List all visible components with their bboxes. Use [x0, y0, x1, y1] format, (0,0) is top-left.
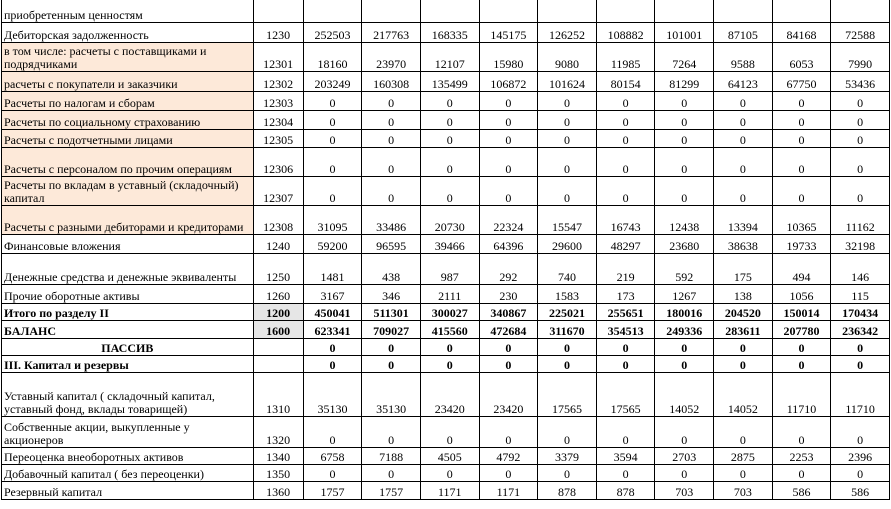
- value-cell: 80154: [596, 71, 655, 91]
- value-cell: 703: [714, 481, 773, 499]
- value-cell: 0: [538, 147, 597, 176]
- value-cell: 203249: [303, 71, 362, 91]
- value-cell: 20730: [420, 205, 479, 234]
- value-cell: 0: [538, 338, 597, 355]
- value-cell: 0: [362, 416, 421, 447]
- row-code-cell: [253, 355, 303, 372]
- value-cell: 175: [714, 253, 773, 284]
- value-cell: 64396: [479, 234, 538, 253]
- row-name-cell: Прочие оборотные активы: [2, 284, 254, 303]
- value-cell: 23970: [362, 42, 421, 71]
- value-cell: 0: [772, 110, 831, 129]
- value-cell: 72588: [831, 22, 890, 42]
- row-name-cell: Расчеты по вкладам в уставный (складочный) капитал: [2, 176, 254, 205]
- value-cell: 0: [831, 91, 890, 110]
- row-code-cell: 1310: [253, 372, 303, 416]
- value-cell: 0: [303, 110, 362, 129]
- value-cell: 23680: [655, 234, 714, 253]
- value-cell: 23420: [420, 372, 479, 416]
- value-cell: 586: [831, 481, 890, 499]
- value-cell: 709027: [362, 320, 421, 338]
- value-cell: 0: [479, 91, 538, 110]
- value-cell: 11710: [772, 372, 831, 416]
- row-code-cell: 1250: [253, 253, 303, 284]
- value-cell: 0: [655, 338, 714, 355]
- value-cell: 255651: [596, 303, 655, 320]
- table-row: [2, 42, 890, 71]
- value-cell: 0: [303, 416, 362, 447]
- value-cell: 2253: [772, 447, 831, 464]
- value-cell: 346: [362, 284, 421, 303]
- table-row: [2, 129, 890, 147]
- value-cell: 586: [772, 481, 831, 499]
- value-cell: 6053: [772, 42, 831, 71]
- value-cell: 415560: [420, 320, 479, 338]
- value-cell: 146: [831, 253, 890, 284]
- value-cell: 204520: [714, 303, 773, 320]
- table-row: [2, 147, 890, 176]
- value-cell: 0: [655, 91, 714, 110]
- value-cell: 29600: [538, 234, 597, 253]
- value-cell: [772, 0, 831, 22]
- value-cell: 0: [831, 176, 890, 205]
- value-cell: 0: [772, 147, 831, 176]
- table-row: [2, 481, 890, 499]
- row-name-cell: Добавочный капитал ( без переоценки): [2, 464, 254, 481]
- row-name-cell: Финансовые вложения: [2, 234, 254, 253]
- value-cell: 12438: [655, 205, 714, 234]
- table-row: [2, 355, 890, 372]
- value-cell: 0: [655, 355, 714, 372]
- value-cell: 115: [831, 284, 890, 303]
- value-cell: 0: [479, 416, 538, 447]
- value-cell: 13394: [714, 205, 773, 234]
- value-cell: 173: [596, 284, 655, 303]
- value-cell: 0: [714, 129, 773, 147]
- row-code-cell: 12304: [253, 110, 303, 129]
- value-cell: [420, 0, 479, 22]
- value-cell: 1171: [420, 481, 479, 499]
- value-cell: 0: [596, 129, 655, 147]
- value-cell: 0: [303, 176, 362, 205]
- value-cell: 0: [420, 129, 479, 147]
- table-row: [2, 338, 890, 355]
- table-row: [2, 205, 890, 234]
- row-code-cell: 12301: [253, 42, 303, 71]
- value-cell: 292: [479, 253, 538, 284]
- value-cell: 0: [420, 416, 479, 447]
- value-cell: 1056: [772, 284, 831, 303]
- value-cell: 19733: [772, 234, 831, 253]
- value-cell: 0: [538, 91, 597, 110]
- value-cell: 32198: [831, 234, 890, 253]
- value-cell: 0: [479, 176, 538, 205]
- value-cell: 84168: [772, 22, 831, 42]
- table-row: [2, 303, 890, 320]
- value-cell: 11162: [831, 205, 890, 234]
- value-cell: 0: [303, 129, 362, 147]
- value-cell: 0: [420, 355, 479, 372]
- value-cell: [538, 0, 597, 22]
- value-cell: 101001: [655, 22, 714, 42]
- value-cell: 0: [420, 110, 479, 129]
- value-cell: [362, 0, 421, 22]
- value-cell: 623341: [303, 320, 362, 338]
- row-code-cell: [253, 338, 303, 355]
- value-cell: 18160: [303, 42, 362, 71]
- value-cell: 10365: [772, 205, 831, 234]
- value-cell: 0: [538, 355, 597, 372]
- row-name-cell: Переоценка внеоборотных активов: [2, 447, 254, 464]
- value-cell: 0: [538, 176, 597, 205]
- value-cell: 592: [655, 253, 714, 284]
- value-cell: 0: [831, 355, 890, 372]
- value-cell: 0: [596, 91, 655, 110]
- value-cell: 0: [362, 338, 421, 355]
- value-cell: 0: [479, 129, 538, 147]
- value-cell: 0: [714, 176, 773, 205]
- value-cell: 48297: [596, 234, 655, 253]
- row-code-cell: 1600: [253, 320, 303, 338]
- value-cell: 0: [303, 464, 362, 481]
- row-name-cell: Дебиторская задолженность: [2, 22, 254, 42]
- value-cell: 0: [714, 416, 773, 447]
- row-name-cell: Уставный капитал ( складочный капитал, уставный фонд, вклады товарищей): [2, 372, 254, 416]
- value-cell: 11985: [596, 42, 655, 71]
- table-row: [2, 372, 890, 416]
- value-cell: 2111: [420, 284, 479, 303]
- value-cell: 2875: [714, 447, 773, 464]
- value-cell: 0: [362, 91, 421, 110]
- value-cell: 0: [655, 176, 714, 205]
- value-cell: 878: [538, 481, 597, 499]
- value-cell: 0: [420, 338, 479, 355]
- row-code-cell: 1260: [253, 284, 303, 303]
- row-name-cell: Расчеты по социальному страхованию: [2, 110, 254, 129]
- value-cell: 9588: [714, 42, 773, 71]
- row-name-cell: III. Капитал и резервы: [2, 355, 254, 372]
- value-cell: 0: [831, 416, 890, 447]
- table-row: [2, 447, 890, 464]
- value-cell: 217763: [362, 22, 421, 42]
- value-cell: 7188: [362, 447, 421, 464]
- value-cell: 59200: [303, 234, 362, 253]
- value-cell: 703: [655, 481, 714, 499]
- row-code-cell: 1240: [253, 234, 303, 253]
- value-cell: 0: [772, 464, 831, 481]
- value-cell: 0: [714, 464, 773, 481]
- value-cell: 0: [479, 355, 538, 372]
- value-cell: 354513: [596, 320, 655, 338]
- value-cell: 0: [362, 355, 421, 372]
- row-code-cell: 12303: [253, 91, 303, 110]
- value-cell: 14052: [655, 372, 714, 416]
- row-name-cell: расчеты с покупатели и заказчики: [2, 71, 254, 91]
- value-cell: 1481: [303, 253, 362, 284]
- row-name-cell: Расчеты с подотчетными лицами: [2, 129, 254, 147]
- value-cell: 340867: [479, 303, 538, 320]
- value-cell: 0: [831, 147, 890, 176]
- value-cell: 1267: [655, 284, 714, 303]
- row-code-cell: 12305: [253, 129, 303, 147]
- value-cell: 0: [538, 110, 597, 129]
- balance-sheet-table: [1, 0, 890, 500]
- value-cell: 0: [772, 129, 831, 147]
- value-cell: 0: [655, 129, 714, 147]
- value-cell: 17565: [538, 372, 597, 416]
- value-cell: 3594: [596, 447, 655, 464]
- value-cell: 0: [655, 147, 714, 176]
- row-code-cell: 1320: [253, 416, 303, 447]
- value-cell: 31095: [303, 205, 362, 234]
- value-cell: 0: [772, 338, 831, 355]
- value-cell: 0: [714, 147, 773, 176]
- table-row: [2, 22, 890, 42]
- row-name-cell: приобретенным ценностям: [2, 0, 254, 22]
- value-cell: 249336: [655, 320, 714, 338]
- value-cell: 160308: [362, 71, 421, 91]
- value-cell: 1757: [362, 481, 421, 499]
- value-cell: 0: [303, 147, 362, 176]
- value-cell: 53436: [831, 71, 890, 91]
- table-row: [2, 416, 890, 447]
- value-cell: 108882: [596, 22, 655, 42]
- row-code-cell: 12308: [253, 205, 303, 234]
- value-cell: 878: [596, 481, 655, 499]
- value-cell: 0: [362, 147, 421, 176]
- value-cell: 0: [479, 110, 538, 129]
- table-row: [2, 0, 890, 22]
- table-row: [2, 110, 890, 129]
- value-cell: 96595: [362, 234, 421, 253]
- value-cell: [714, 0, 773, 22]
- value-cell: 236342: [831, 320, 890, 338]
- balance-sheet-body: [2, 0, 890, 499]
- value-cell: 0: [303, 91, 362, 110]
- value-cell: 0: [596, 464, 655, 481]
- table-row: [2, 253, 890, 284]
- value-cell: 0: [714, 91, 773, 110]
- value-cell: 0: [772, 355, 831, 372]
- value-cell: 0: [303, 338, 362, 355]
- value-cell: 15547: [538, 205, 597, 234]
- row-code-cell: [253, 0, 303, 22]
- value-cell: 135499: [420, 71, 479, 91]
- row-name-cell: БАЛАНС: [2, 320, 254, 338]
- value-cell: 0: [362, 176, 421, 205]
- row-name-cell: Собственные акции, выкупленные у акционеров: [2, 416, 254, 447]
- value-cell: 0: [362, 464, 421, 481]
- value-cell: 511301: [362, 303, 421, 320]
- value-cell: 33486: [362, 205, 421, 234]
- value-cell: 23420: [479, 372, 538, 416]
- table-row: [2, 176, 890, 205]
- value-cell: 0: [714, 355, 773, 372]
- value-cell: 168335: [420, 22, 479, 42]
- value-cell: 7264: [655, 42, 714, 71]
- value-cell: 0: [596, 416, 655, 447]
- value-cell: 87105: [714, 22, 773, 42]
- value-cell: 219: [596, 253, 655, 284]
- value-cell: 12107: [420, 42, 479, 71]
- value-cell: 6758: [303, 447, 362, 464]
- table-row: [2, 91, 890, 110]
- value-cell: 64123: [714, 71, 773, 91]
- value-cell: 17565: [596, 372, 655, 416]
- row-name-cell: Расчеты с персоналом по прочим операциям: [2, 147, 254, 176]
- value-cell: 145175: [479, 22, 538, 42]
- value-cell: 9080: [538, 42, 597, 71]
- value-cell: 38638: [714, 234, 773, 253]
- table-row: [2, 464, 890, 481]
- value-cell: 740: [538, 253, 597, 284]
- value-cell: 14052: [714, 372, 773, 416]
- value-cell: 0: [831, 338, 890, 355]
- value-cell: [596, 0, 655, 22]
- row-name-cell: в том числе: расчеты с поставщиками и подрядчиками: [2, 42, 254, 71]
- value-cell: 81299: [655, 71, 714, 91]
- row-code-cell: 1350: [253, 464, 303, 481]
- value-cell: 0: [420, 91, 479, 110]
- value-cell: 0: [655, 110, 714, 129]
- value-cell: 230: [479, 284, 538, 303]
- value-cell: 0: [362, 129, 421, 147]
- value-cell: [303, 0, 362, 22]
- value-cell: 0: [772, 91, 831, 110]
- value-cell: 0: [596, 338, 655, 355]
- value-cell: 300027: [420, 303, 479, 320]
- value-cell: 2396: [831, 447, 890, 464]
- value-cell: 0: [655, 464, 714, 481]
- value-cell: 0: [831, 129, 890, 147]
- row-name-cell: Денежные средства и денежные эквиваленты: [2, 253, 254, 284]
- value-cell: 35130: [362, 372, 421, 416]
- value-cell: 0: [362, 110, 421, 129]
- row-name-cell: Резервный капитал: [2, 481, 254, 499]
- row-code-cell: 12302: [253, 71, 303, 91]
- value-cell: 0: [596, 176, 655, 205]
- row-code-cell: 1340: [253, 447, 303, 464]
- row-name-cell: ПАССИВ: [2, 338, 254, 355]
- row-name-cell: Расчеты с разными дебиторами и кредиторами: [2, 205, 254, 234]
- value-cell: 283611: [714, 320, 773, 338]
- value-cell: [479, 0, 538, 22]
- row-code-cell: 12307: [253, 176, 303, 205]
- value-cell: 0: [538, 129, 597, 147]
- row-code-cell: 12306: [253, 147, 303, 176]
- row-name-cell: Расчеты по налогам и сборам: [2, 91, 254, 110]
- value-cell: 0: [303, 355, 362, 372]
- value-cell: 0: [714, 110, 773, 129]
- value-cell: 0: [538, 464, 597, 481]
- value-cell: 438: [362, 253, 421, 284]
- value-cell: 16743: [596, 205, 655, 234]
- value-cell: [831, 0, 890, 22]
- value-cell: 4792: [479, 447, 538, 464]
- value-cell: 11710: [831, 372, 890, 416]
- value-cell: 170434: [831, 303, 890, 320]
- value-cell: 2703: [655, 447, 714, 464]
- row-code-cell: 1200: [253, 303, 303, 320]
- value-cell: 0: [831, 110, 890, 129]
- value-cell: 3379: [538, 447, 597, 464]
- value-cell: 0: [538, 416, 597, 447]
- value-cell: 106872: [479, 71, 538, 91]
- value-cell: 311670: [538, 320, 597, 338]
- row-code-cell: 1360: [253, 481, 303, 499]
- value-cell: 987: [420, 253, 479, 284]
- value-cell: 0: [479, 464, 538, 481]
- value-cell: 0: [596, 355, 655, 372]
- value-cell: 1583: [538, 284, 597, 303]
- value-cell: 450041: [303, 303, 362, 320]
- value-cell: 126252: [538, 22, 597, 42]
- value-cell: 0: [420, 176, 479, 205]
- value-cell: 101624: [538, 71, 597, 91]
- value-cell: 1757: [303, 481, 362, 499]
- value-cell: 472684: [479, 320, 538, 338]
- value-cell: [655, 0, 714, 22]
- value-cell: 67750: [772, 71, 831, 91]
- value-cell: 225021: [538, 303, 597, 320]
- row-code-cell: 1230: [253, 22, 303, 42]
- value-cell: 0: [772, 416, 831, 447]
- value-cell: 39466: [420, 234, 479, 253]
- value-cell: 0: [772, 176, 831, 205]
- value-cell: 3167: [303, 284, 362, 303]
- value-cell: 35130: [303, 372, 362, 416]
- value-cell: 0: [596, 147, 655, 176]
- value-cell: 0: [479, 147, 538, 176]
- row-name-cell: Итого по разделу II: [2, 303, 254, 320]
- value-cell: 252503: [303, 22, 362, 42]
- value-cell: 207780: [772, 320, 831, 338]
- value-cell: 0: [479, 338, 538, 355]
- value-cell: 180016: [655, 303, 714, 320]
- value-cell: 15980: [479, 42, 538, 71]
- value-cell: 1171: [479, 481, 538, 499]
- value-cell: 22324: [479, 205, 538, 234]
- value-cell: 0: [714, 338, 773, 355]
- value-cell: 0: [655, 416, 714, 447]
- table-row: [2, 234, 890, 253]
- value-cell: 0: [596, 110, 655, 129]
- value-cell: 138: [714, 284, 773, 303]
- value-cell: 7990: [831, 42, 890, 71]
- value-cell: 0: [420, 147, 479, 176]
- value-cell: 0: [420, 464, 479, 481]
- table-row: [2, 284, 890, 303]
- table-row: [2, 320, 890, 338]
- value-cell: 0: [831, 464, 890, 481]
- value-cell: 150014: [772, 303, 831, 320]
- value-cell: 4505: [420, 447, 479, 464]
- value-cell: 494: [772, 253, 831, 284]
- table-row: [2, 71, 890, 91]
